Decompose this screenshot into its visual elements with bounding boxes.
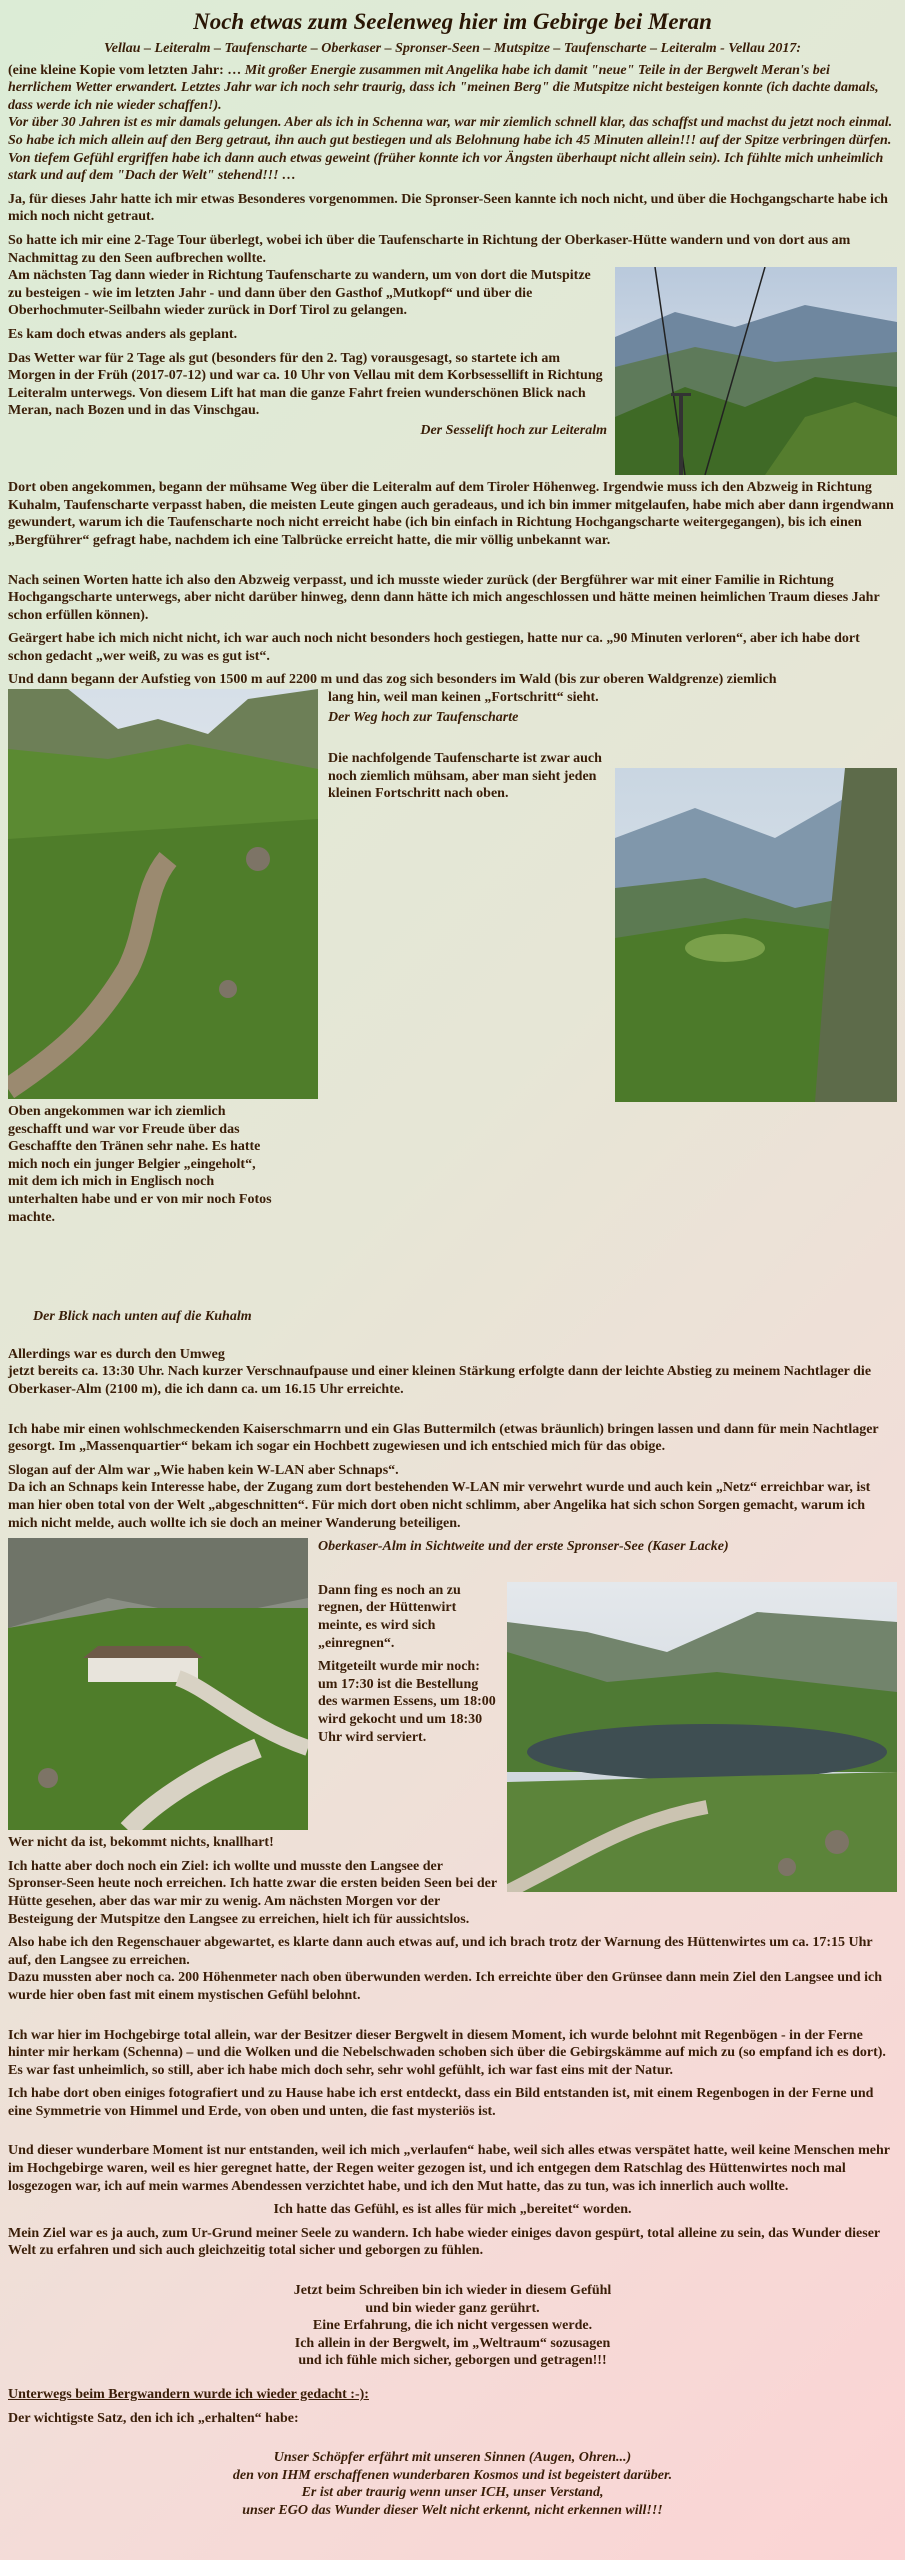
heading-unterwegs: Unterwegs beim Bergwandern wurde ich wieder gedacht :-): [8, 2387, 369, 2402]
paragraph-mitgeteilt: Mitgeteilt wurde mir noch: um 17:30 ist die Bestellung des warmen Essens, um 18:00 wird gekocht und um 18:30 Uhr wird serviert. [318, 1659, 496, 1745]
poem-line: und bin wieder ganz gerührt. [365, 2300, 540, 2316]
intro-italic: Mit großer Energie zusammen mit Angelika habe ich damit "neue" Teile in der Bergwelt Meran's bei herrlichem Wetter erwandert. Letztes Jahr war ich noch sehr traurig, dass ich "meinen Berg" die Mutspitze nicht besteigen konnte (ich dachte damals, dass werde ich nie wieder schaffen!). [8, 62, 879, 113]
paragraph-regenschauer: Also habe ich den Regenschauer abgewartet, es klarte dann auch etwas auf, und ich brach trotz der Warnung des Hüttenwirtes um ca. 17:15 Uhr auf, den Langsee zu erreichen. [8, 1935, 873, 1968]
poem-line: Er ist aber traurig wenn unser ICH, unser Verstand, [301, 2485, 604, 2501]
paragraph-next-day: Am nächsten Tag dann wieder in Richtung Taufenscharte zu wandern, um von dort die Mutspitze zu besteigen - wie im letzten Jahr - und dann über den Gasthof „Mutkopf“ und über die Oberhochmuter-Seilbahn wieder zurück in Dorf Tirol zu gelangen. [8, 268, 591, 319]
caption-oberkaser: Oberkaser-Alm in Sichtweite und der erste Spronser-See (Kaser Lacke) [318, 1539, 729, 1555]
page-title: Noch etwas zum Seelenweg hier im Gebirge bei Meran [193, 9, 712, 34]
paragraph-nachfolgend: Die nachfolgende Taufenscharte ist zwar auch noch ziemlich mühsam, aber man sieht jeden kleinen Fortschritt nach oben. [328, 751, 602, 802]
paragraph-oben-angekommen: Oben angekommen war ich ziemlich geschafft und war vor Freude über das Geschaffte den Tränen sehr nahe. Es hatte mich noch ein junger Belgier „eingeholt“, mit dem ich mich in Englisch noch unterhalten habe und er von mir noch Fotos machte. [8, 1104, 272, 1225]
paragraph-oben: Dort oben angekommen, begann der mühsame Weg über die Leiteralm auf dem Tiroler Höhenweg. Irgendwie muss ich den Abzweig in Richtung Kuhalm, Taufenscharte verpasst haben, die meisten Leute gingen auch geradeaus, und ich bin immer mitgelaufen, habe mich aber dann irgendwann gewundert, warum ich die Taufenscharte noch nicht erreicht habe (ich bin einfach in Richtung Hochgangscharte weitergegangen), bis ich einen „Bergführer“ gefragt habe, nachdem ich eine Talbrücke erreicht hatte, die mir völlig unbekannt war. [8, 480, 894, 548]
poem-line: Ich allein in der Bergwelt, im „Weltraum“ sozusagen [294, 2335, 611, 2351]
poem-creator [8, 2449, 897, 2519]
caption-kuhalm: Der Blick nach unten auf die Kuhalm [33, 1309, 252, 1325]
intro-paragraph-2: Vor über 30 Jahren ist es mir damals gelungen. Aber als ich in Schenna war, war mir ziemlich schnell klar, das schaffst und machst du jetzt noch einmal. [8, 115, 893, 131]
paragraph-wetter: Das Wetter war für 2 Tage als gut (besonders für den 2. Tag) vorausgesagt, so startete ich am Morgen in der Früh (2017-07-12) und war ca. 10 Uhr von Vellau mit dem Korbsessellift in Richtung Leiteralm unterwegs. Von diesem Lift hat man die ganze Fahrt freien wunderschönen Blick nach Meran, nach Bozen und in das Vinschgau. [8, 350, 603, 419]
paragraph-worten: Nach seinen Worten hatte ich also den Abzweig verpasst, und ich musste wieder zurück (der Bergführer war mit einer Familie in Richtung Hochgangscharte unterwegs, aber nicht darüber hinweg, denn dann hätte ich mich angeschlossen und hätte meinen heimlichen Traum dieses Jahr schon erfüllen können). [8, 572, 880, 623]
paragraph-moment: Und dieser wunderbare Moment ist nur entstanden, weil ich mich „verlaufen“ habe, weil sich alles etwas verspätet hatte, weil keine Menschen mehr im Hochgebirge waren, weil es hier geregnet hatte, der Regen weiter gezogen ist, und ich entgegen dem Ratschlag des Hüttenwirtes noch mal losgezogen war, ich auf mein warmes Abendessen verzichtet habe, und ich den Mut hatte, das zu tun, was ich innerlich auch wollte. [8, 2143, 890, 2194]
caption-path: Der Weg hoch zur Taufenscharte [328, 709, 519, 725]
paragraph-aufstieg-a: Und dann begann der Aufstieg von 1500 m auf 2200 m und das zog sich besonders im Wald (bis zur oberen Waldgrenze) ziemlich [8, 672, 777, 688]
paragraph-fotografiert: Ich habe dort oben einiges fotografiert und zu Hause habe ich erst entdeckt, dass ein Bild entstanden ist, mit einem Regenbogen in der Ferne und eine Symmetrie von Himmel und Erde, von oben und unten, die fast mysteriös ist. [8, 2086, 874, 2119]
paragraph-schnaps: Da ich an Schnaps kein Interesse habe, der Zugang zum dort bestehenden W-LAN mir verwehrt wurde und auch kein „Netz“ erreichbar war, ist man hier oben total von der Welt „abgeschnitten“. Für mich dort oben nicht schlimm, aber Angelika hat sich schon Sorgen gemacht, warum ich mich nicht melde, auch wollte ich sie doch an meiner Wanderung beteiligen. [8, 1480, 871, 1531]
paragraph-bereitet: Ich hatte das Gefühl, es ist alles für mich „bereitet“ worden. [273, 2202, 632, 2218]
poem-line: den von IHM erschaffenen wunderbaren Kosmos und ist begeistert darüber. [232, 2467, 673, 2483]
spronser-see-image [507, 1582, 897, 1892]
intro-paragraph-3: So habe ich mich allein auf den Berg getraut, ihn auch gut bestiegen und als Belohnung habe ich 45 Minuten allein!!! auf der Spitze verbringen dürfen. Von tiefem Gefühl ergriffen habe ich dann auch etwas geweint (früher konnte ich vor Ängsten überhaupt nicht allein sein). Ich fühlte mich unheimlich stark und auf dem "Dach der Welt" stehend!!! … [8, 132, 892, 184]
poem-line: Unser Schöpfer erfährt mit unseren Sinnen (Augen, Ohren...) [273, 2450, 632, 2466]
path-image [8, 689, 318, 1099]
poem-line: Jetzt beim Schreiben bin ich wieder in diesem Gefühl [293, 2283, 612, 2299]
intro-lead: (eine kleine Kopie vom letzten Jahr: … [8, 62, 245, 78]
paragraph-wichtigste: Der wichtigste Satz, den ich ich „erhalten“ habe: [8, 2410, 299, 2426]
paragraph-mein-ziel: Mein Ziel war es ja auch, zum Ur-Grund meiner Seele zu wandern. Ich habe wieder einiges davon gespürt, total alleine zu sein, das Wunder dieser Welt zu erfahren und sich auch gleichzeitig total sicher und geborgen zu fühlen. [8, 2225, 880, 2259]
photo-kuhalm-view [615, 768, 897, 1102]
paragraph-dazu: Dazu mussten aber noch ca. 200 Höhenmeter nach oben überwunden werden. Ich erreichte über den Grünsee dann mein Ziel den Langsee und ich wurde hier oben fast mit einem mystischen Gefühl belohnt. [8, 1970, 883, 2003]
photo-chairlift [615, 267, 897, 475]
intro-paragraph-1 [8, 62, 897, 185]
poem-line: und ich fühle mich sicher, geborgen und getragen!!! [298, 2353, 607, 2369]
paragraph-hochgebirge: Ich war hier im Hochgebirge total allein, war der Besitzer dieser Bergwelt in diesem Moment, ich wurde belohnt mit Regenbögen - in der Ferne hinter mir herkam (Schenna) – und die Wolken und die Nebelschwaden schoben sich über die Gebirgskämme auf mich zu (so empfand ich es dort). Es war fast unheimlich, so still, aber ich habe mich doch sehr, sehr wohl gefühlt, ich war fast eins mit der Natur. [8, 2027, 886, 2078]
paragraph-knallhart: Wer nicht da ist, bekommt nichts, knallhart! [8, 1835, 274, 1851]
paragraph-plan: So hatte ich mir eine 2-Tage Tour überlegt, wobei ich über die Taufenscharte in Richtung der Oberkaser-Hütte wandern und von dort aus am Nachmittag zu den Seen aufbrechen wollte. [8, 232, 851, 266]
paragraph-regnen: Dann fing es noch an zu regnen, der Hüttenwirt meinte, es wird sich „einregnen“. [318, 1582, 461, 1651]
paragraph-geaergert: Geärgert habe ich mich nicht nicht, ich war auch noch nicht besonders hoch gestiegen, hatte nur ca. „90 Minuten verloren“, aber ich habe dort schon gedacht „wer weiß, zu was es gut ist“. [8, 631, 860, 664]
paragraph-ziel: Ich hatte aber doch noch ein Ziel: ich wollte und musste den Langsee der Spronser-Seen heute noch erreichen. Ich hatte zwar die ersten beiden Seen bei der Hütte gesehen, aber das war mir zu wenig. Am nächsten Morgen vor der Besteigung der Mutspitze den Langsee zu erreichen, hielt ich für aussichtslos. [8, 1858, 497, 1927]
paragraph-umweg-b: jetzt bereits ca. 13:30 Uhr. Nach kurzer Verschnaufpause und einer kleinen Stärkung erfolgte dann der leichte Abstieg zu meinem Nachtlager die Oberkaser-Alm (2100 m), die ich dann ca. um 16.15 Uhr erreichte. [8, 1364, 872, 1397]
caption-chairlift: Der Sesselift hoch zur Leiteralm [420, 422, 607, 438]
kuhalm-image [615, 768, 897, 1102]
photo-oberkaser-alm [8, 1538, 308, 1830]
paragraph-umweg-a: Allerdings war es durch den Umweg [8, 1346, 225, 1362]
chairlift-image [615, 267, 897, 475]
paragraph-slogan: Slogan auf der Alm war „Wie haben kein W-LAN aber Schnaps“. [8, 1462, 399, 1478]
paragraph-ja: Ja, für dieses Jahr hatte ich mir etwas Besonderes vorgenommen. Die Spronser-Seen kannte ich noch nicht, und über die Hochgangscharte habe ich mich noch nicht getraut. [8, 191, 888, 225]
paragraph-anders: Es kam doch etwas anders als geplant. [8, 326, 238, 342]
oberkaser-image [8, 1538, 308, 1830]
poem-writing [8, 2282, 897, 2370]
poem-line: unser EGO das Wunder dieser Welt nicht erkennt, nicht erkennen will!!! [242, 2502, 663, 2518]
paragraph-kaiserschmarrn: Ich habe mir einen wohlschmeckenden Kaiserschmarrn und ein Glas Buttermilch (etwas bräunlich) bringen lassen und dann für mein Nachtlager gesorgt. Im „Massenquartier“ bekam ich sogar ein Hochbett zugewiesen und ich entschied mich für das obige. [8, 1421, 879, 1455]
route-subtitle: Vellau – Leiteralm – Taufenscharte – Oberkaser – Spronser-Seen – Mutspitze – Taufenscharte – Leiteralm - Vellau 2017: [103, 41, 802, 56]
paragraph-aufstieg-b: lang hin, weil man keinen „Fortschritt“ sieht. [328, 690, 599, 706]
photo-spronser-see [507, 1582, 897, 1892]
poem-line: Eine Erfahrung, die ich nicht vergessen werde. [312, 2318, 593, 2334]
photo-path-taufenscharte [8, 689, 318, 1099]
